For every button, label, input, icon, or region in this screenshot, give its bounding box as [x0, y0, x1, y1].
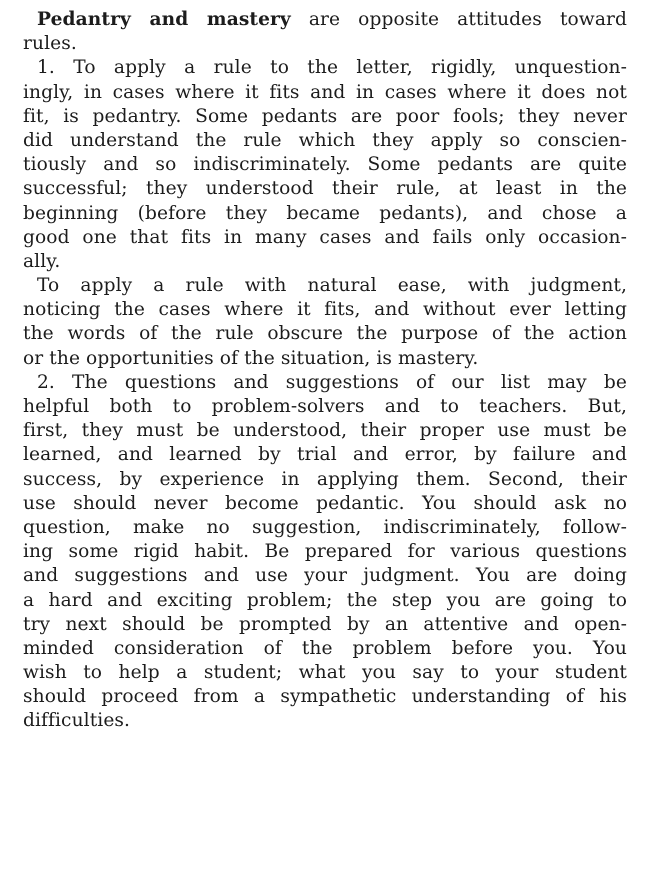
text-line: and suggestions and use your judgment. You are doing: [23, 565, 627, 587]
text-line: first, they must be understood, their proper use must be: [23, 420, 627, 442]
text-line: beginning (before they became pedants), and chose a: [23, 202, 627, 224]
text-line: question, make no suggestion, indiscriminately, follow-: [23, 516, 627, 538]
intro-paragraph: [23, 8, 627, 56]
text-line: wish to help a student; what you say to your student: [23, 662, 627, 684]
text-line: learned, and learned by trial and error, by failure and: [23, 444, 627, 466]
text-line: tiously and so indiscriminately. Some pedants are quite: [23, 154, 627, 176]
intro-line-2: rules.: [23, 33, 77, 55]
text-line: ing some rigid habit. Be prepared for various questions: [23, 541, 627, 563]
paragraph-pedantry: [23, 56, 627, 274]
text-line: ally.: [23, 250, 61, 272]
paragraph-questions: [23, 371, 627, 734]
intro-line-1: [23, 8, 627, 32]
intro-line-1-text: are opposite attitudes toward: [290, 9, 627, 30]
text-line: difficulties.: [23, 710, 131, 732]
text-line: noticing the cases where it fits, and without ever letting: [23, 299, 627, 321]
text-line: or the opportunities of the situation, is mastery.: [23, 347, 479, 369]
text-line: try next should be prompted by an attentive and open-: [23, 613, 627, 635]
text-line: 1. To apply a rule to the letter, rigidly, unquestion-: [37, 57, 627, 79]
text-line: the words of the rule obscure the purpose of the action: [23, 323, 627, 345]
text-line: helpful both to problem-solvers and to teachers. But,: [23, 396, 627, 417]
text-line: success, by experience in applying them. Second, their: [23, 468, 627, 490]
text-line: should proceed from a sympathetic understanding of his: [23, 686, 627, 708]
text-line: good one that fits in many cases and fails only occasion-: [23, 226, 627, 248]
text-line: To apply a rule with natural ease, with judgment,: [37, 275, 627, 297]
text-line: ingly, in cases where it fits and in cases where it does not: [23, 81, 627, 103]
paragraph-mastery: [23, 274, 627, 371]
text-line: did understand the rule which they apply so conscien-: [23, 129, 627, 151]
text-line: 2. The questions and suggestions of our list may be: [37, 371, 627, 393]
text-line: minded consideration of the problem before you. You: [23, 637, 627, 659]
text-line: successful; they understood their rule, at least in the: [23, 178, 627, 200]
text-line: a hard and exciting problem; the step you are going to: [23, 589, 627, 611]
intro-title: Pedantry and mastery: [37, 9, 291, 30]
text-line: use should never become pedantic. You should ask no: [23, 492, 627, 514]
document-page: [23, 8, 627, 734]
text-line: fit, is pedantry. Some pedants are poor fools; they never: [23, 105, 627, 127]
